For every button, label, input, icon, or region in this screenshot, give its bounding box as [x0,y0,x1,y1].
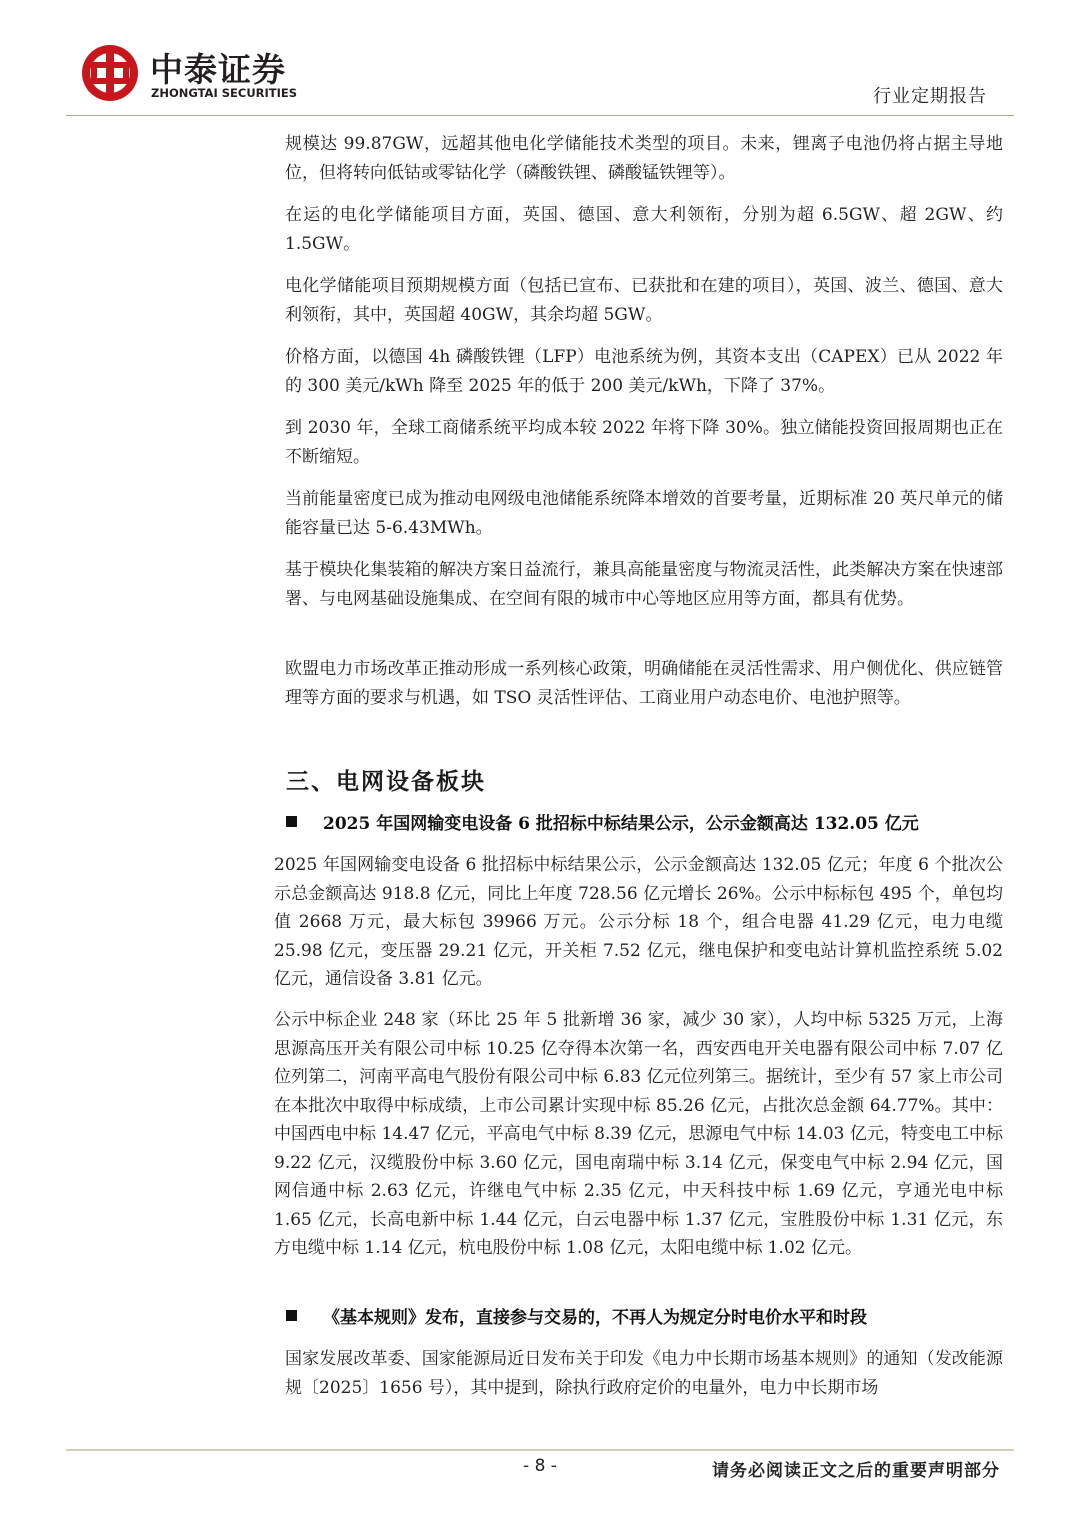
body-paragraph: 规模达 99.87GW，远超其他电化学储能技术类型的项目。未来，锂离子电池仍将占据主导地位，但将转向低钴或零钴化学（磷酸铁锂、磷酸锰铁锂等）。 [285,134,1003,183]
body-paragraph: 价格方面，以德国 4h 磷酸铁锂（LFP）电池系统为例，其资本支出（CAPEX）已从 2022 年的 300 美元/kWh 降至 2025 年的低于 200 美元/kWh，下降了 37%。 [285,347,1003,396]
body-paragraph: 公示中标企业 248 家（环比 25 年 5 批新增 36 家，减少 30 家），人均中标 5325 万元，上海思源高压开关有限公司中标 10.25 亿夺得本次第一名，西安西电开关电器有限公司中标 7.07 亿位列第二，河南平高电气股份有限公司中标 6.83 亿元位列第三。据统计，至少有 57 家上市公司在本批次中取得中标成绩，上市公司累计实现中标 85.26 亿元，占批次总金额 64.77%。其中：中国西电中标 14.47 亿元，平高电气中标 8.39 亿元，思源电气中标 14.03 亿元，特变电工中标 9.22 亿元，汉缆股份中标 3.60 亿元，国电南瑞中标 3.14 亿元，保变电气中标 2.94 亿元，国网信通中标 2.63 亿元，许继电气中标 2.35 亿元，中天科技中标 1.69 亿元，亨通光电中标 1.65 亿元，长高电新中标 1.44 亿元，白云电器中标 1.37 亿元，宝胜股份中标 1.31 亿元，东方电缆中标 1.14 亿元，杭电股份中标 1.08 亿元，太阳电缆中标 1.02 亿元。 [274,1010,1003,1258]
body-paragraph: 国家发展改革委、国家能源局近日发布关于印发《电力中长期市场基本规则》的通知（发改能源规〔2025〕1656 号），其中提到，除执行政府定价的电量外，电力中长期市场 [285,1349,1003,1398]
bullet-heading [286,1303,867,1328]
section-title: 三、电网设备板块 [286,768,486,795]
body-paragraph: 电化学储能项目预期规模方面（包括已宣布、已获批和在建的项目），英国、波兰、德国、意大利领衔，其中，英国超 40GW，其余均超 5GW。 [285,276,1003,325]
body-paragraph: 到 2030 年，全球工商储系统平均成本较 2022 年将下降 30%。独立储能投资回报周期也正在不断缩短。 [285,418,1003,467]
logo-chinese-name: 中泰证券 [150,50,286,89]
bullet-heading-text: 《基本规则》发布，直接参与交易的，不再人为规定分时电价水平和时段 [323,1308,867,1328]
body-paragraph: 当前能量密度已成为推动电网级电池储能系统降本增效的首要考量，近期标准 20 英尺单元的储能容量已达 5-6.43MWh。 [285,489,1003,538]
body-paragraph: 基于模块化集装箱的解决方案日益流行，兼具高能量密度与物流灵活性，此类解决方案在快速部署、与电网基础设施集成、在空间有限的城市中心等地区应用等方面，都具有优势。 [285,560,1003,609]
body-paragraph: 在运的电化学储能项目方面，英国、德国、意大利领衔，分别为超 6.5GW、超 2GW、约 1.5GW。 [285,205,1003,254]
body-paragraph: 2025 年国网输变电设备 6 批招标中标结果公示，公示金额高达 132.05 亿元；年度 6 个批次公示总金额高达 918.8 亿元，同比上年度 728.56 亿元增长 26%。公示中标标包 495 个，单包均值 2668 万元，最大标包 39966 万元。公示分标 18 个，组合电器 41.29 亿元，电力电缆 25.98 亿元，变压器 29.21 亿元，开关柜 7.52 亿元，继电保护和变电站计算机监控系统 5.02 亿元，通信设备 3.81 亿元。 [274,855,1003,989]
logo-english-name: ZHONGTAI SECURITIES [151,86,298,100]
square-bullet-icon [286,1310,297,1321]
footer-divider [66,1449,1014,1451]
bullet-heading [286,809,919,834]
page-number: - 8 - [523,1456,557,1476]
footer-disclaimer: 请务必阅读正文之后的重要声明部分 [712,1461,1000,1481]
square-bullet-icon [286,816,297,827]
page-header [0,0,1080,120]
report-type-label: 行业定期报告 [873,86,987,107]
body-paragraph: 欧盟电力市场改革正推动形成一系列核心政策，明确储能在灵活性需求、用户侧优化、供应链管理等方面的要求与机遇，如 TSO 灵活性评估、工商业用户动态电价、电池护照等。 [285,659,1003,708]
zhongtai-logo-icon [80,43,140,103]
bullet-heading-text: 2025 年国网输变电设备 6 批招标中标结果公示，公示金额高达 132.05 亿元 [323,814,919,834]
header-divider [66,115,1014,116]
